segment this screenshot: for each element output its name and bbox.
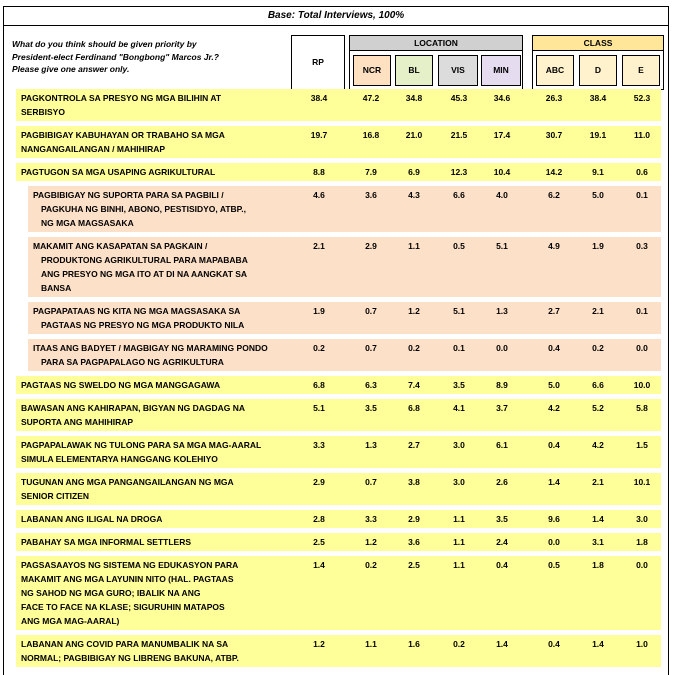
row-value: 0.6 (636, 167, 648, 177)
row-label-line: PAGTAAS NG PRESYO NG MGA PRODUKTO NILA (41, 320, 245, 330)
row-label-line: MAKAMIT ANG KASAPATAN SA PAGKAIN / (33, 241, 208, 251)
column-header: NCR (353, 55, 391, 86)
row-value: 2.7 (548, 306, 560, 316)
table-row (16, 376, 661, 394)
row-label-line: PRODUKTONG AGRIKULTURAL PARA MAPABABA (41, 255, 248, 265)
row-value: 0.2 (365, 560, 377, 570)
row-value: 1.4 (496, 639, 508, 649)
row-value: 26.3 (545, 93, 563, 103)
row-label-line: NG MGA MAGSASAKA (41, 218, 134, 228)
row-value: 0.5 (548, 560, 560, 570)
row-value: 0.0 (636, 343, 648, 353)
row-label-line: SENIOR CITIZEN (21, 491, 90, 501)
row-value: 19.1 (589, 130, 607, 140)
row-label-line: PAGTUGON SA MGA USAPING AGRIKULTURAL (21, 167, 216, 177)
class-title: CLASS (533, 36, 663, 51)
row-value: 1.4 (592, 639, 604, 649)
row-value: 0.7 (365, 306, 377, 316)
row-label (21, 401, 245, 429)
rp-label: RP (312, 57, 324, 67)
row-value: 2.8 (313, 514, 325, 524)
row-value: 10.1 (633, 477, 651, 487)
row-value: 6.8 (313, 380, 325, 390)
row-label-line: PABAHAY SA MGA INFORMAL SETTLERS (21, 537, 192, 547)
base-title: Base: Total Interviews, 100% (4, 7, 668, 26)
column-header: E (622, 55, 660, 86)
row-label (21, 475, 234, 503)
row-value: 1.3 (365, 440, 377, 450)
row-value: 0.2 (592, 343, 604, 353)
row-label (21, 438, 261, 466)
row-value: 6.6 (592, 380, 604, 390)
row-value: 0.1 (636, 306, 648, 316)
row-value: 14.2 (545, 167, 563, 177)
column-header: BL (395, 55, 433, 86)
row-label-line: ANG PRESYO NG MGA ITO AT DI NA AANGKAT SA (41, 269, 248, 279)
row-label-line: LABANAN ANG COVID PARA MANUMBALIK NA SA (21, 639, 229, 649)
column-header: ABC (536, 55, 574, 86)
row-value: 3.5 (365, 403, 377, 413)
table-row (16, 126, 661, 158)
row-value: 4.3 (408, 190, 420, 200)
sub-row (28, 339, 661, 371)
row-label-line: SERBISYO (21, 107, 65, 117)
row-label-line: NANGANGAILANGAN / MAHIHIRAP (21, 144, 166, 154)
row-label-line: LABANAN ANG ILIGAL NA DROGA (21, 514, 163, 524)
table-row (16, 556, 661, 630)
sub-row (28, 302, 661, 334)
row-value: 0.0 (496, 343, 508, 353)
table-row (16, 399, 661, 431)
row-value: 17.4 (493, 130, 511, 140)
row-label-line: TUGUNAN ANG MGA PANGANGAILANGAN NG MGA (21, 477, 234, 487)
row-value: 2.1 (313, 241, 325, 251)
row-value: 2.6 (496, 477, 508, 487)
row-label-line: BANSA (41, 283, 72, 293)
sub-row (28, 186, 661, 232)
row-value: 2.9 (408, 514, 420, 524)
row-value: 0.1 (636, 190, 648, 200)
row-value: 1.2 (365, 537, 377, 547)
row-value: 5.1 (453, 306, 465, 316)
row-label (21, 512, 162, 526)
row-label-line: SIMULA ELEMENTARYA HANGGANG KOLEHIYO (21, 454, 218, 464)
row-value: 6.1 (496, 440, 508, 450)
row-value: 0.3 (636, 241, 648, 251)
row-value: 1.1 (408, 241, 420, 251)
row-label-line: NG SAHOD NG MGA GURO; IBALIK NA ANG (21, 588, 201, 598)
table-row (16, 510, 661, 528)
row-value: 3.6 (365, 190, 377, 200)
row-value: 2.1 (592, 306, 604, 316)
row-value: 34.8 (405, 93, 423, 103)
row-value: 6.2 (548, 190, 560, 200)
row-label (33, 239, 248, 295)
row-value: 5.8 (636, 403, 648, 413)
row-value: 8.9 (496, 380, 508, 390)
row-value: 4.2 (592, 440, 604, 450)
row-value: 10.4 (493, 167, 511, 177)
row-value: 3.1 (592, 537, 604, 547)
row-value: 3.5 (453, 380, 465, 390)
column-header: D (579, 55, 617, 86)
row-label-line: BAWASAN ANG KAHIRAPAN, BIGYAN NG DAGDAG NA (21, 403, 246, 413)
row-value: 0.2 (453, 639, 465, 649)
row-value: 6.8 (408, 403, 420, 413)
row-value: 7.9 (365, 167, 377, 177)
row-value: 1.8 (592, 560, 604, 570)
row-value: 3.7 (496, 403, 508, 413)
sub-row (28, 237, 661, 297)
location-title: LOCATION (350, 36, 522, 51)
row-label-line: PAGTAAS NG SWELDO NG MGA MANGGAGAWA (21, 380, 221, 390)
question-line: Please give one answer only. (12, 64, 130, 74)
row-value: 6.3 (365, 380, 377, 390)
row-value: 4.9 (548, 241, 560, 251)
survey-table (3, 6, 669, 675)
row-value: 2.5 (408, 560, 420, 570)
rp-header (291, 35, 345, 90)
row-value: 8.8 (313, 167, 325, 177)
row-value: 3.6 (408, 537, 420, 547)
row-value: 0.4 (548, 343, 560, 353)
row-label-line: MAKAMIT ANG MGA LAYUNIN NITO (HAL. PAGTAAS (21, 574, 234, 584)
column-header: MIN (481, 55, 521, 86)
row-value: 0.2 (408, 343, 420, 353)
row-value: 9.1 (592, 167, 604, 177)
row-value: 3.3 (313, 440, 325, 450)
row-value: 6.6 (453, 190, 465, 200)
row-value: 0.7 (365, 343, 377, 353)
row-value: 0.2 (313, 343, 325, 353)
row-label-line: ITAAS ANG BADYET / MAGBIGAY NG MARAMING PONDO (33, 343, 268, 353)
row-value: 45.3 (450, 93, 468, 103)
row-value: 3.8 (408, 477, 420, 487)
row-value: 5.2 (592, 403, 604, 413)
question-line: What do you think should be given priority by (12, 39, 197, 49)
row-value: 2.4 (496, 537, 508, 547)
row-label-line: PAGBIBIGAY NG SUPORTA PARA SA PAGBILI / (33, 190, 224, 200)
table-row (16, 533, 661, 551)
row-value: 3.0 (453, 440, 465, 450)
row-value: 1.5 (636, 440, 648, 450)
row-value: 1.8 (636, 537, 648, 547)
row-value: 1.1 (365, 639, 377, 649)
row-value: 1.4 (592, 514, 604, 524)
table-row (16, 473, 661, 505)
row-value: 1.2 (313, 639, 325, 649)
row-value: 5.1 (313, 403, 325, 413)
row-value: 1.9 (313, 306, 325, 316)
row-value: 1.1 (453, 560, 465, 570)
row-value: 1.4 (313, 560, 325, 570)
row-value: 0.0 (548, 537, 560, 547)
row-label (33, 304, 244, 332)
row-value: 10.0 (633, 380, 651, 390)
row-value: 1.1 (453, 537, 465, 547)
row-label (21, 637, 239, 665)
row-value: 2.1 (592, 477, 604, 487)
row-label-line: PAGKUHA NG BINHI, ABONO, PESTISIDYO, ATBP., (41, 204, 246, 214)
row-value: 47.2 (362, 93, 380, 103)
question-line: President-elect Ferdinand "Bongbong" Marcos Jr.? (12, 51, 219, 62)
row-value: 4.0 (496, 190, 508, 200)
row-label (21, 165, 215, 179)
row-value: 3.0 (453, 477, 465, 487)
row-value: 3.5 (496, 514, 508, 524)
row-value: 3.0 (636, 514, 648, 524)
row-value: 16.8 (362, 130, 380, 140)
table-row (16, 163, 661, 181)
row-label (33, 188, 246, 230)
row-value: 0.4 (548, 639, 560, 649)
row-label (21, 128, 225, 156)
row-label-line: FACE TO FACE NA KLASE; SIGURUHIN MATAPOS (21, 602, 225, 612)
row-value: 0.1 (453, 343, 465, 353)
row-value: 1.4 (548, 477, 560, 487)
row-label-line: SUPORTA ANG MAHIHIRAP (21, 417, 134, 427)
row-value: 1.6 (408, 639, 420, 649)
row-value: 0.4 (548, 440, 560, 450)
row-value: 5.0 (548, 380, 560, 390)
row-label-line: NORMAL; PAGBIBIGAY NG LIBRENG BAKUNA, ATBP. (21, 653, 239, 663)
row-value: 0.7 (365, 477, 377, 487)
row-value: 4.6 (313, 190, 325, 200)
row-value: 1.3 (496, 306, 508, 316)
row-value: 6.9 (408, 167, 420, 177)
row-value: 38.4 (310, 93, 328, 103)
row-label (21, 91, 221, 119)
row-value: 2.9 (313, 477, 325, 487)
row-label (21, 558, 238, 628)
row-value: 5.0 (592, 190, 604, 200)
row-label-line: PARA SA PAGPAPALAGO NG AGRIKULTURA (41, 357, 224, 367)
row-value: 1.9 (592, 241, 604, 251)
row-value: 1.0 (636, 639, 648, 649)
row-value: 2.7 (408, 440, 420, 450)
row-label (21, 535, 191, 549)
row-value: 0.4 (496, 560, 508, 570)
row-value: 1.2 (408, 306, 420, 316)
row-value: 21.0 (405, 130, 423, 140)
row-value: 38.4 (589, 93, 607, 103)
row-value: 0.0 (636, 560, 648, 570)
question-text (12, 38, 282, 76)
row-value: 5.1 (496, 241, 508, 251)
table-row (16, 436, 661, 468)
row-value: 1.1 (453, 514, 465, 524)
row-value: 4.1 (453, 403, 465, 413)
row-label (21, 378, 220, 392)
row-value: 30.7 (545, 130, 563, 140)
row-value: 2.9 (365, 241, 377, 251)
row-value: 52.3 (633, 93, 651, 103)
row-value: 0.5 (453, 241, 465, 251)
row-value: 34.6 (493, 93, 511, 103)
row-value: 9.6 (548, 514, 560, 524)
row-label-line: ANG MGA MAG-AARAL) (21, 616, 120, 626)
row-value: 7.4 (408, 380, 420, 390)
row-value: 3.3 (365, 514, 377, 524)
row-value: 19.7 (310, 130, 328, 140)
row-label-line: PAGPAPATAAS NG KITA NG MGA MAGSASAKA SA (33, 306, 241, 316)
row-label (33, 341, 268, 369)
row-label-line: PAGSASAAYOS NG SISTEMA NG EDUKASYON PARA (21, 560, 239, 570)
row-label-line: PAGKONTROLA SA PRESYO NG MGA BILIHIN AT (21, 93, 222, 103)
row-label-line: PAGPAPALAWAK NG TULONG PARA SA MGA MAG-AARAL (21, 440, 262, 450)
row-label-line: PAGBIBIGAY KABUHAYAN OR TRABAHO SA MGA (21, 130, 225, 140)
row-value: 2.5 (313, 537, 325, 547)
table-row (16, 89, 661, 121)
row-value: 12.3 (450, 167, 468, 177)
table-row (16, 635, 661, 667)
row-value: 21.5 (450, 130, 468, 140)
row-value: 4.2 (548, 403, 560, 413)
row-value: 11.0 (633, 130, 651, 140)
column-header: VIS (438, 55, 478, 86)
